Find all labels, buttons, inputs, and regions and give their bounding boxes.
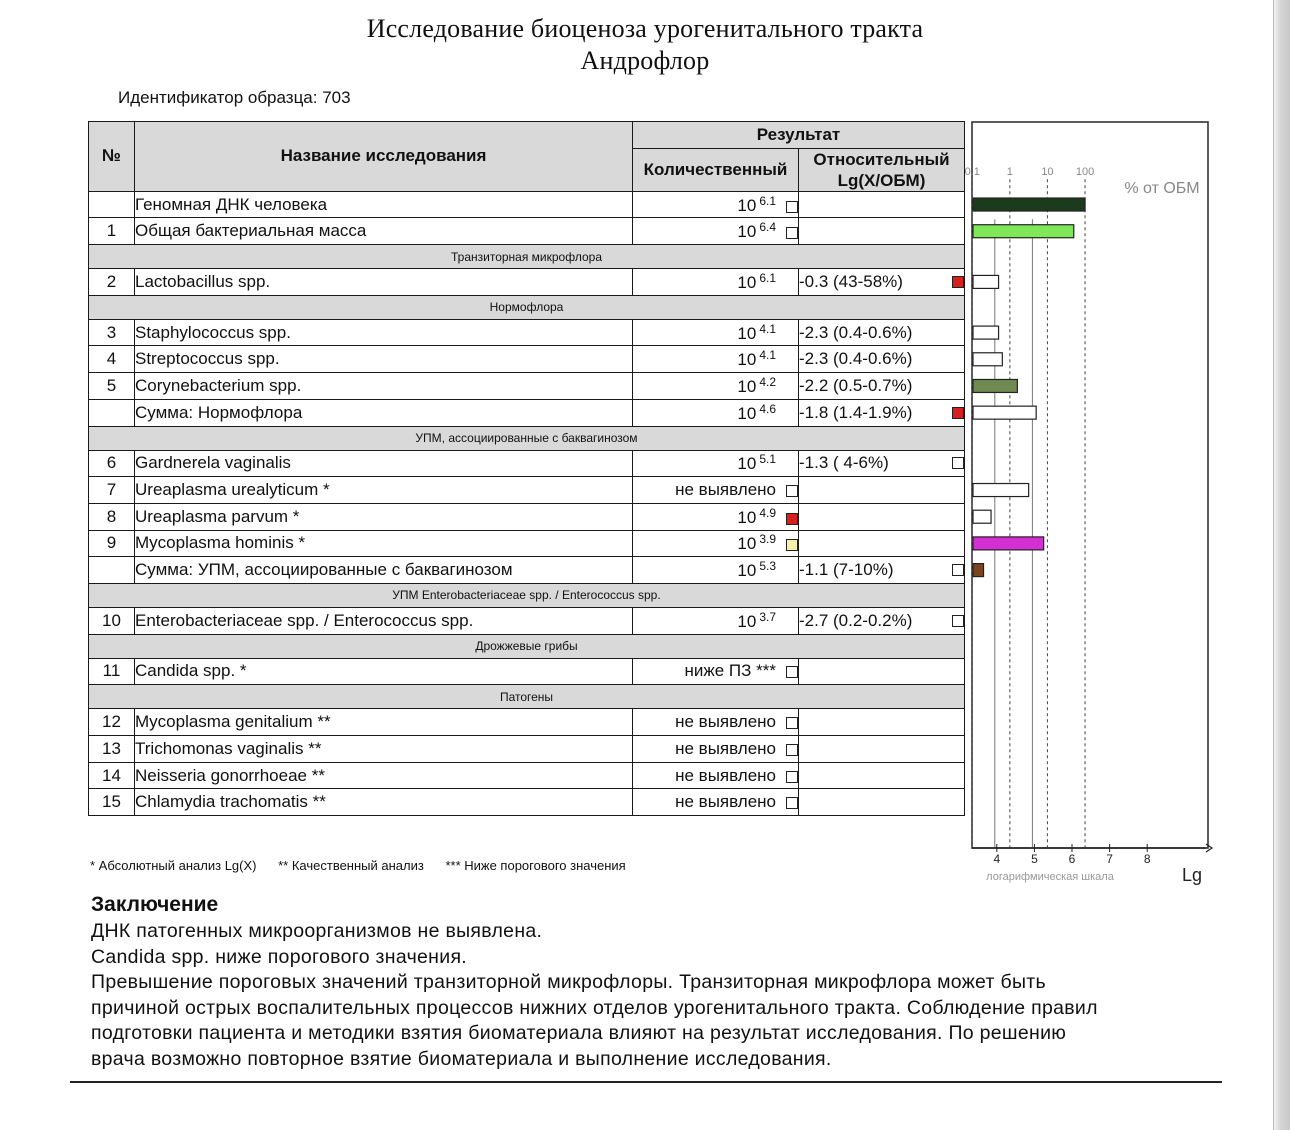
- bottom-divider: [70, 1081, 1222, 1083]
- col-header-quantitative: Количественный: [633, 148, 799, 191]
- data-bar: [973, 406, 1036, 419]
- relative-cell: [799, 736, 965, 763]
- status-marker-relative: [952, 276, 964, 288]
- quantitative-cell: [633, 399, 799, 426]
- section-label: Дрожжевые грибы: [89, 634, 965, 658]
- relative-cell: [799, 319, 965, 346]
- row-number: 4: [89, 346, 135, 373]
- quantitative-cell: [633, 218, 799, 245]
- relative-value: -2.3 (0.4-0.6%): [799, 349, 913, 369]
- quantitative-base: 10: [737, 195, 757, 215]
- conclusion-line: врача возможно повторное взятие биоматериала и выполнение исследования.: [91, 1047, 832, 1070]
- table-row: [89, 399, 965, 426]
- table-row: [89, 557, 965, 584]
- table-row: [89, 530, 965, 557]
- test-name: Ureaplasma urealyticum *: [135, 477, 633, 504]
- status-marker-quantitative: [786, 666, 798, 678]
- status-marker-quantitative: [786, 539, 798, 551]
- relative-value: -0.3 (43-58%): [799, 271, 903, 291]
- quantitative-text: не выявлено: [675, 480, 776, 500]
- data-bar: [973, 510, 991, 523]
- quantitative-exponent: 6.1: [759, 270, 776, 285]
- quantitative-base: 10: [737, 272, 757, 292]
- row-number: [89, 399, 135, 426]
- relative-cell: [799, 530, 965, 557]
- test-name: Геномная ДНК человека: [135, 191, 633, 218]
- relative-cell: [799, 477, 965, 504]
- relative-cell: [799, 269, 965, 296]
- relative-cell: [799, 557, 965, 584]
- conclusion-title: Заключение: [91, 893, 219, 916]
- chart-title: % от ОБМ: [1124, 180, 1200, 197]
- status-marker-quantitative: [786, 513, 798, 525]
- row-number: 3: [89, 319, 135, 346]
- quantitative-cell: [633, 709, 799, 736]
- quantitative-base: 10: [737, 454, 757, 474]
- table-row: [89, 607, 965, 634]
- results-table: [88, 121, 965, 816]
- relative-value: -2.3 (0.4-0.6%): [799, 322, 913, 342]
- bar-chart: [964, 121, 1210, 901]
- data-bar: [973, 379, 1017, 392]
- section-row: [89, 295, 965, 319]
- report-title: Исследование биоценоза урогенитального тракта: [366, 14, 924, 43]
- table-row: [89, 450, 965, 477]
- table-row: [89, 346, 965, 373]
- report-subtitle: Андрофлор: [580, 46, 710, 75]
- quantitative-cell: [633, 736, 799, 763]
- results-table-body: [89, 191, 965, 815]
- quantitative-cell: [633, 607, 799, 634]
- quantitative-base: 10: [737, 534, 757, 554]
- quantitative-exponent: 6.1: [759, 193, 776, 208]
- test-name: Сумма: УПМ, ассоциированные с баквагинозом: [135, 557, 633, 584]
- relative-cell: [799, 373, 965, 400]
- quantitative-base: 10: [737, 350, 757, 370]
- percent-tick-label: 10: [1041, 166, 1054, 179]
- conclusion-block: [91, 893, 1201, 1072]
- col-header-relative-line1: Относительный: [813, 149, 950, 169]
- section-label: УПМ Enterobacteriaceae spp. / Enterococcus spp.: [89, 583, 965, 607]
- x-axis-label: Lg: [1181, 865, 1203, 885]
- sample-id: Идентификатор образца: 703: [118, 88, 351, 107]
- quantitative-cell: [633, 269, 799, 296]
- test-name: Corynebacterium spp.: [135, 373, 633, 400]
- test-name: Candida spp. *: [135, 658, 633, 685]
- quantitative-exponent: 5.3: [759, 559, 776, 574]
- status-marker-quantitative: [786, 797, 798, 809]
- quantitative-base: 10: [737, 222, 757, 242]
- x-tick-label: 6: [1068, 852, 1076, 866]
- x-tick-label: 8: [1143, 852, 1151, 866]
- test-name: Общая бактериальная масса: [135, 218, 633, 245]
- quantitative-base: 10: [737, 611, 757, 631]
- test-name: Ureaplasma parvum *: [135, 503, 633, 530]
- test-name: Mycoplasma genitalium **: [135, 709, 633, 736]
- test-name: Mycoplasma hominis *: [135, 530, 633, 557]
- quantitative-cell: [633, 191, 799, 218]
- row-number: 7: [89, 477, 135, 504]
- data-bar: [973, 537, 1044, 550]
- row-number: 8: [89, 503, 135, 530]
- quantitative-cell: [633, 762, 799, 789]
- relative-cell: [799, 709, 965, 736]
- quantitative-cell: [633, 450, 799, 477]
- status-marker-relative: [952, 564, 964, 576]
- row-number: 9: [89, 530, 135, 557]
- section-row: [89, 634, 965, 658]
- relative-value: -2.7 (0.2-0.2%): [799, 610, 913, 630]
- col-header-number: №: [89, 122, 135, 192]
- col-header-relative: [799, 148, 965, 191]
- data-bar: [973, 353, 1002, 366]
- table-row: [89, 477, 965, 504]
- test-name: Chlamydia trachomatis **: [135, 789, 633, 816]
- section-label: Нормофлора: [89, 295, 965, 319]
- row-number: [89, 191, 135, 218]
- row-number: 10: [89, 607, 135, 634]
- x-tick-label: 4: [993, 852, 1001, 866]
- status-marker-quantitative: [786, 485, 798, 497]
- row-number: [89, 557, 135, 584]
- relative-cell: [799, 450, 965, 477]
- data-bar: [973, 564, 984, 577]
- test-name: Lactobacillus spp.: [135, 269, 633, 296]
- section-row: [89, 245, 965, 269]
- quantitative-text: не выявлено: [675, 712, 776, 732]
- quantitative-base: 10: [737, 403, 757, 423]
- relative-value: -2.2 (0.5-0.7%): [799, 375, 913, 395]
- quantitative-exponent: 4.6: [759, 401, 776, 416]
- relative-value: -1.1 (7-10%): [799, 560, 894, 580]
- relative-cell: [799, 607, 965, 634]
- row-number: 5: [89, 373, 135, 400]
- section-label: Патогены: [89, 685, 965, 709]
- quantitative-exponent: 6.4: [759, 220, 776, 235]
- row-number: 13: [89, 736, 135, 763]
- quantitative-exponent: 3.7: [759, 609, 776, 624]
- data-bar: [973, 225, 1074, 238]
- quantitative-text: ниже ПЗ ***: [684, 661, 776, 681]
- table-row: [89, 373, 965, 400]
- quantitative-text: не выявлено: [675, 738, 776, 758]
- footnote-absolute: * Абсолютный анализ Lg(X): [90, 858, 257, 873]
- quantitative-text: не выявлено: [675, 765, 776, 785]
- status-marker-quantitative: [786, 717, 798, 729]
- data-bar: [973, 275, 999, 288]
- status-marker-quantitative: [786, 771, 798, 783]
- test-name: Сумма: Нормофлора: [135, 399, 633, 426]
- table-row: [89, 269, 965, 296]
- col-header-relative-line2: Lg(X/ОБМ): [837, 170, 926, 190]
- row-number: 6: [89, 450, 135, 477]
- quantitative-exponent: 5.1: [759, 452, 776, 467]
- conclusion-line: причиной острых воспалительных процессов нижних отделов урогенитального тракта. Соблюдение правил: [91, 996, 1098, 1019]
- quantitative-base: 10: [737, 561, 757, 581]
- section-row: [89, 583, 965, 607]
- table-row: [89, 503, 965, 530]
- table-row: [89, 319, 965, 346]
- quantitative-text: не выявлено: [675, 792, 776, 812]
- relative-cell: [799, 346, 965, 373]
- quantitative-base: 10: [737, 376, 757, 396]
- status-marker-quantitative: [786, 227, 798, 239]
- quantitative-cell: [633, 530, 799, 557]
- col-header-result: Результат: [633, 122, 965, 149]
- quantitative-base: 10: [737, 507, 757, 527]
- quantitative-exponent: 4.1: [759, 348, 776, 363]
- status-marker-relative: [952, 407, 964, 419]
- relative-cell: [799, 658, 965, 685]
- quantitative-cell: [633, 319, 799, 346]
- test-name: Staphylococcus spp.: [135, 319, 633, 346]
- status-marker-relative: [952, 457, 964, 469]
- section-label: Транзиторная микрофлора: [89, 245, 965, 269]
- relative-cell: [799, 503, 965, 530]
- quantitative-cell: [633, 346, 799, 373]
- percent-tick-label: 1: [1006, 166, 1013, 179]
- test-name: Gardnerela vaginalis: [135, 450, 633, 477]
- status-marker-quantitative: [786, 744, 798, 756]
- conclusion-text: [91, 919, 1201, 1072]
- quantitative-cell: [633, 789, 799, 816]
- row-number: 2: [89, 269, 135, 296]
- test-name: Enterobacteriaceae spp. / Enterococcus spp.: [135, 607, 633, 634]
- quantitative-cell: [633, 557, 799, 584]
- x-tick-label: 7: [1106, 852, 1113, 866]
- conclusion-line: подготовки пациента и методики взятия биоматериала влияют на результат исследования. По решению: [91, 1022, 1067, 1044]
- section-label: УПМ, ассоциированные с баквагинозом: [89, 426, 965, 450]
- row-number: 11: [89, 658, 135, 685]
- quantitative-cell: [633, 503, 799, 530]
- quantitative-exponent: 4.1: [759, 321, 776, 336]
- relative-value: -1.8 (1.4-1.9%): [799, 402, 913, 422]
- percent-tick-label: 100: [1075, 166, 1095, 179]
- quantitative-exponent: 4.2: [759, 374, 776, 389]
- test-name: Trichomonas vaginalis **: [135, 736, 633, 763]
- row-number: 12: [89, 709, 135, 736]
- conclusion-line: ДНК патогенных микроорганизмов не выявлена.: [91, 920, 543, 942]
- row-number: 15: [89, 789, 135, 816]
- quantitative-cell: [633, 373, 799, 400]
- status-marker-relative: [952, 615, 964, 627]
- section-row: [89, 685, 965, 709]
- test-name: Streptococcus spp.: [135, 346, 633, 373]
- test-name: Neisseria gonorrhoeae **: [135, 762, 633, 789]
- quantitative-base: 10: [737, 323, 757, 343]
- quantitative-exponent: 3.9: [759, 532, 776, 547]
- relative-cell: [799, 762, 965, 789]
- percent-tick-label: 0.1: [964, 166, 980, 179]
- col-header-name: Название исследования: [135, 122, 633, 192]
- data-bar: [973, 198, 1085, 211]
- x-scale-caption: логарифмическая шкала: [986, 871, 1114, 883]
- conclusion-line: Превышение пороговых значений транзиторной микрофлоры. Транзиторная микрофлора может быть: [91, 971, 1046, 993]
- footnote-qualitative: ** Качественный анализ: [278, 858, 424, 873]
- quantitative-cell: [633, 477, 799, 504]
- table-row: [89, 709, 965, 736]
- footnote-threshold: *** Ниже порогового значения: [445, 858, 626, 873]
- relative-cell: [799, 789, 965, 816]
- quantitative-cell: [633, 658, 799, 685]
- data-bar: [973, 484, 1029, 497]
- conclusion-line: Candida spp. ниже порогового значения.: [91, 945, 468, 968]
- relative-cell: [799, 399, 965, 426]
- relative-cell: [799, 191, 965, 218]
- data-bar: [973, 326, 999, 339]
- table-row: [89, 736, 965, 763]
- relative-value: -1.3 ( 4-6%): [799, 453, 889, 473]
- row-number: 1: [89, 218, 135, 245]
- table-row: [89, 218, 965, 245]
- table-row: [89, 191, 965, 218]
- x-tick-label: 5: [1031, 852, 1038, 866]
- table-row: [89, 789, 965, 816]
- row-number: 14: [89, 762, 135, 789]
- relative-cell: [799, 218, 965, 245]
- table-row: [89, 658, 965, 685]
- table-row: [89, 762, 965, 789]
- section-row: [89, 426, 965, 450]
- page-edge-shadow: [1273, 0, 1290, 1130]
- status-marker-quantitative: [786, 201, 798, 213]
- footnotes: [90, 858, 644, 873]
- quantitative-exponent: 4.9: [759, 505, 776, 520]
